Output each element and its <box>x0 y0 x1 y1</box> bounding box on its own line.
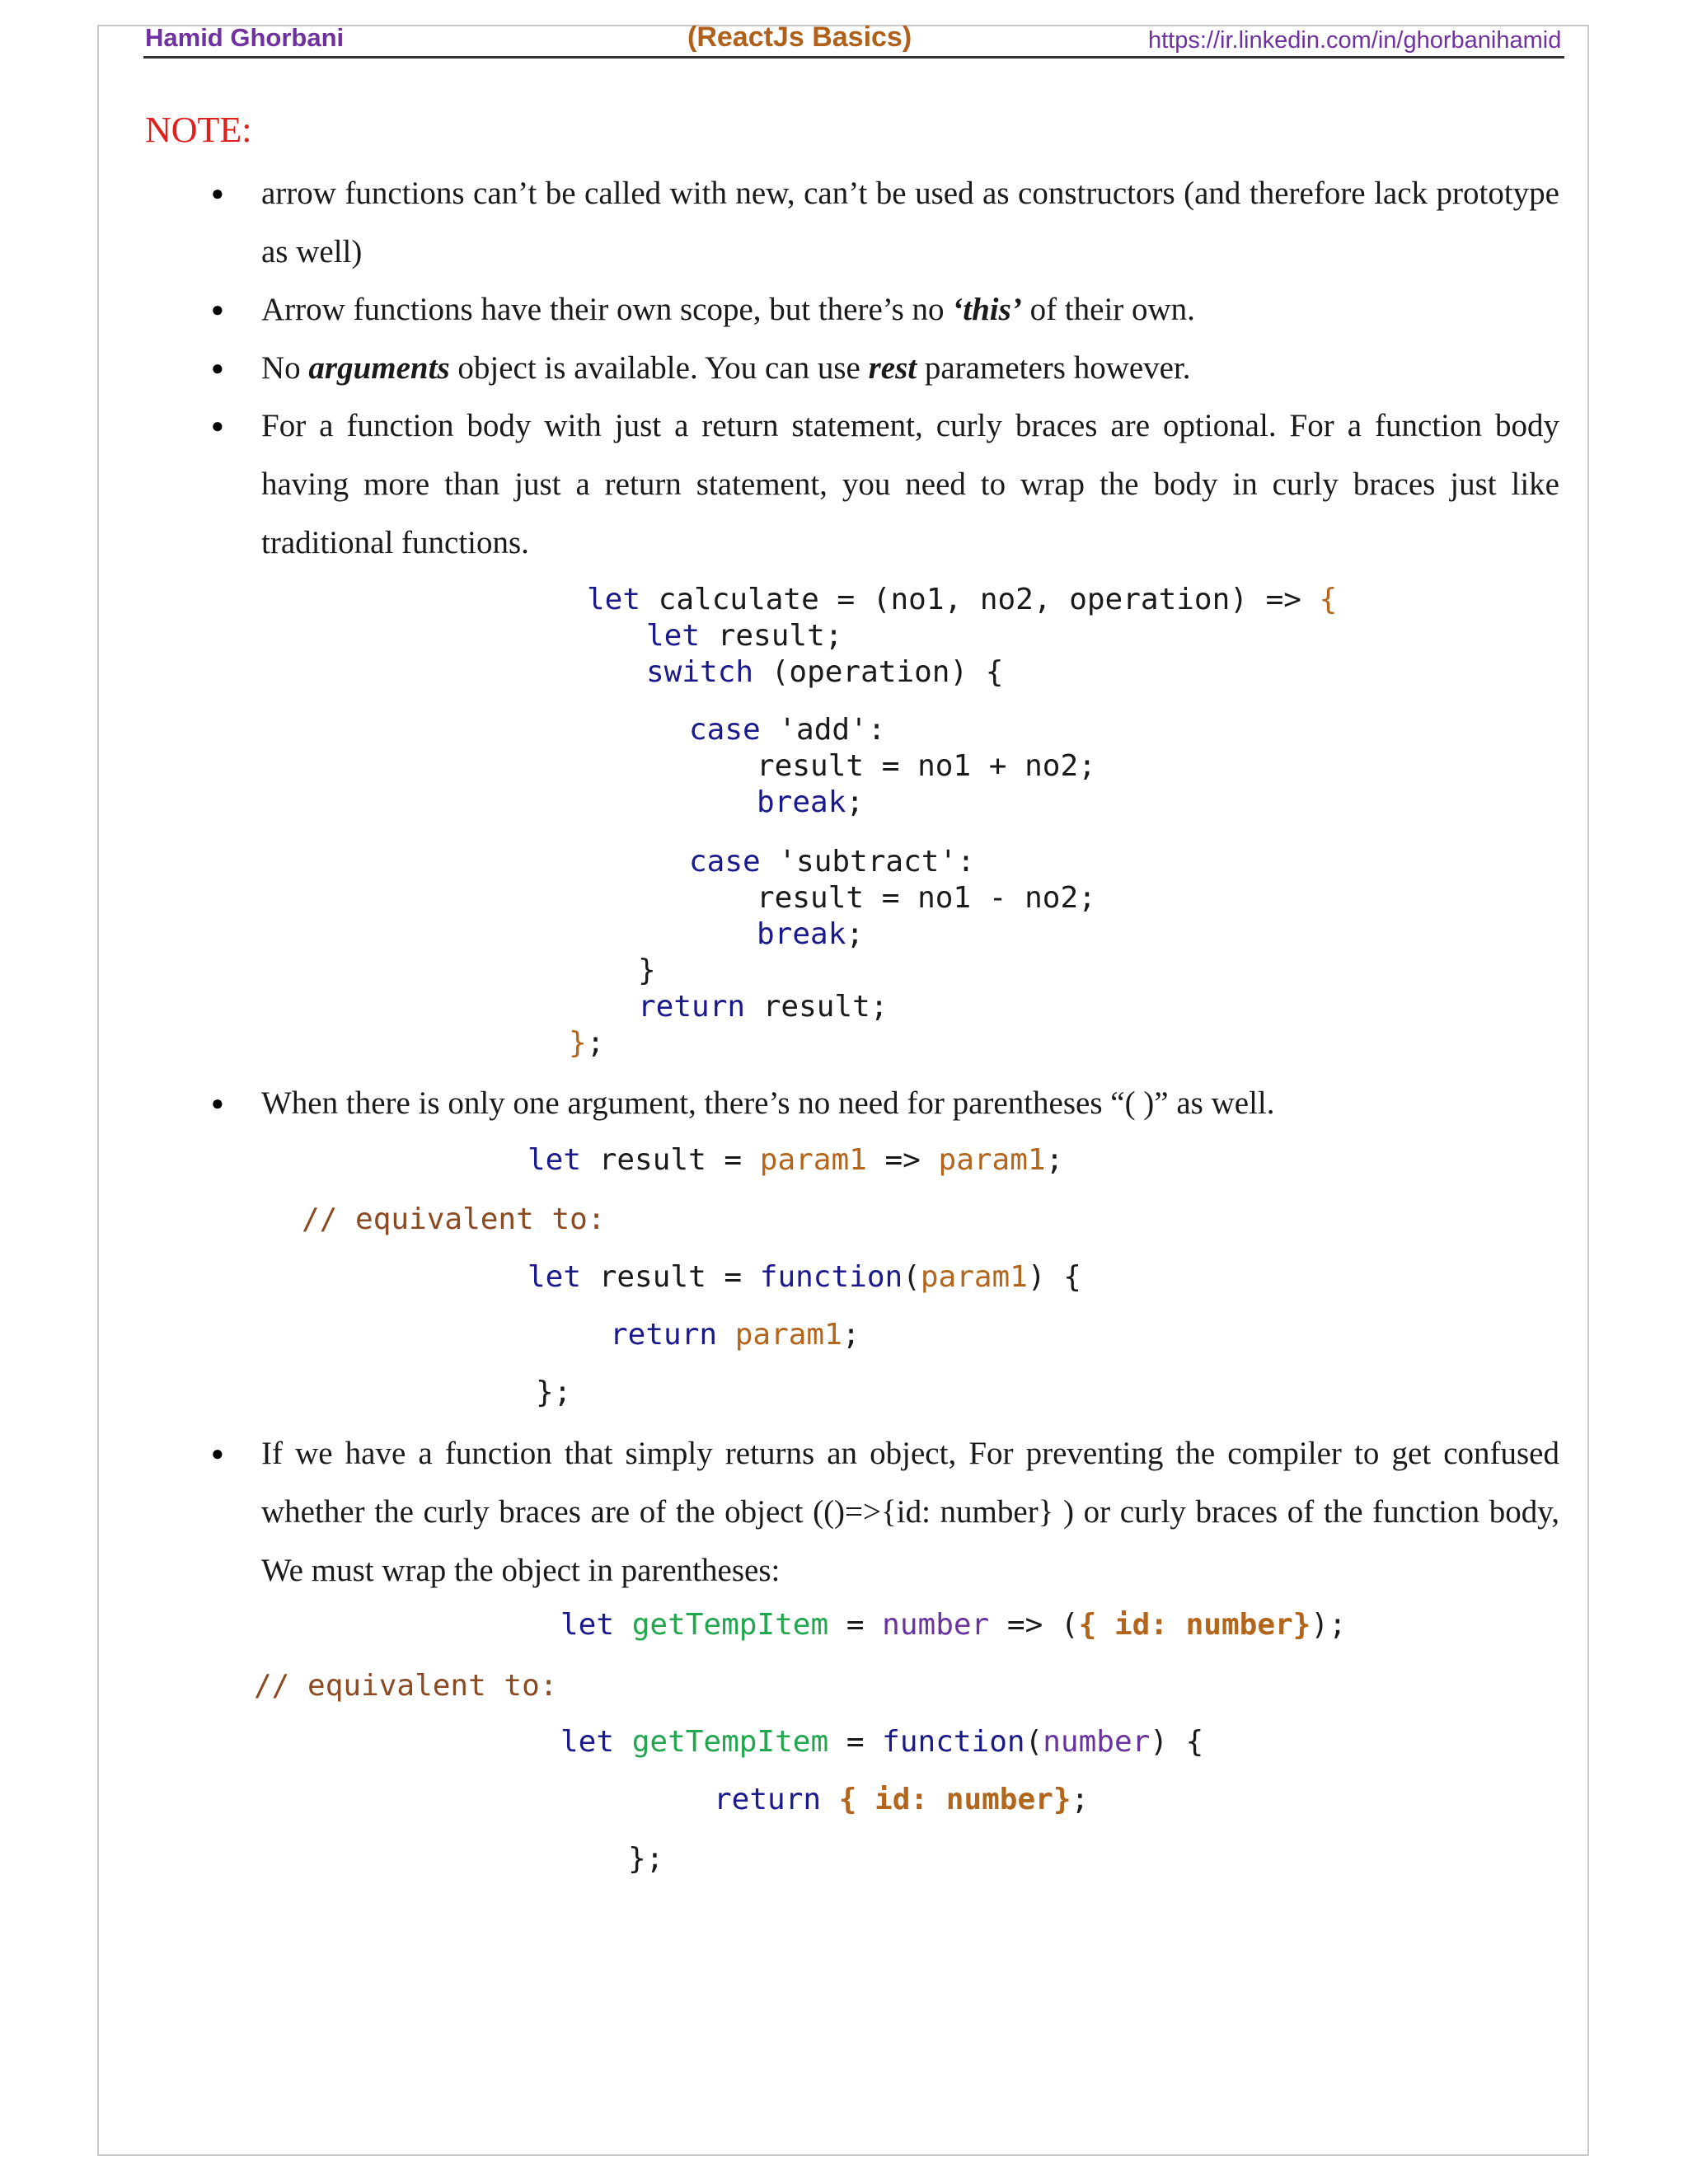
code-line: return result; <box>638 990 889 1024</box>
code-line: case 'subtract': <box>689 845 975 879</box>
code-line: case 'add': <box>689 713 886 747</box>
code-line: result = no1 + no2; <box>757 749 1096 783</box>
code-comment: // equivalent to: <box>254 1669 558 1703</box>
bullet-text-5: When there is only one argument, there’s no need for parentheses “( )” as well. <box>261 1085 1275 1121</box>
header-title: (ReactJs Basics) <box>687 21 912 53</box>
code-comment: // equivalent to: <box>302 1202 606 1236</box>
bullet-text-6: If we have a function that simply returns an object, For preventing the compiler to get confused whether the curly braces are of the object (()=>{id: number} ) or curly braces of the function body, We must wrap the object in parentheses: <box>261 1436 1559 1588</box>
bullet-icon: ● <box>211 356 224 380</box>
bullet-icon: ● <box>211 414 224 438</box>
code-line: }; <box>628 1842 664 1876</box>
bullet-text-4: For a function body with just a return statement, curly braces are optional. For a function body having more than just a return statement, you need to wrap the body in curly braces just like traditional functions. <box>261 408 1559 560</box>
header-divider <box>143 56 1564 59</box>
code-line: return param1; <box>610 1318 860 1352</box>
code-line: break; <box>757 785 865 819</box>
bullet-icon: ● <box>211 181 224 205</box>
code-line: let getTempItem = function(number) { <box>560 1725 1204 1759</box>
header-author: Hamid Ghorbani <box>145 23 345 52</box>
code-line: let result; <box>646 619 843 653</box>
code-line: let result = param1 => param1; <box>528 1143 1064 1177</box>
note-label: NOTE: <box>145 110 252 150</box>
bullet-text-2: Arrow functions have their own scope, but there’s no ‘this’ of their own. <box>261 292 1195 327</box>
code-line: let result = function(param1) { <box>528 1260 1081 1294</box>
code-line: result = no1 - no2; <box>757 881 1096 915</box>
code-line: let calculate = (no1, no2, operation) => { <box>587 583 1338 616</box>
bullet-text-3: No arguments object is available. You can use rest parameters however. <box>261 350 1191 386</box>
bullet-icon: ● <box>211 298 224 321</box>
bullet-text-1: arrow functions can’t be called with new, can’t be used as constructors (and therefore lack prototype as well) <box>261 176 1559 269</box>
bullet-icon: ● <box>211 1091 224 1115</box>
code-line: break; <box>757 917 865 951</box>
code-line: } <box>638 954 656 987</box>
code-line: }; <box>536 1376 572 1409</box>
code-line: let getTempItem = number => ({ id: number}); <box>560 1608 1347 1642</box>
bullet-icon: ● <box>211 1441 224 1465</box>
header-link[interactable]: https://ir.linkedin.com/in/ghorbanihamid <box>1148 27 1562 54</box>
code-line: switch (operation) { <box>646 655 1004 689</box>
code-line: return { id: number}; <box>714 1783 1090 1816</box>
code-line: }; <box>569 1026 605 1060</box>
